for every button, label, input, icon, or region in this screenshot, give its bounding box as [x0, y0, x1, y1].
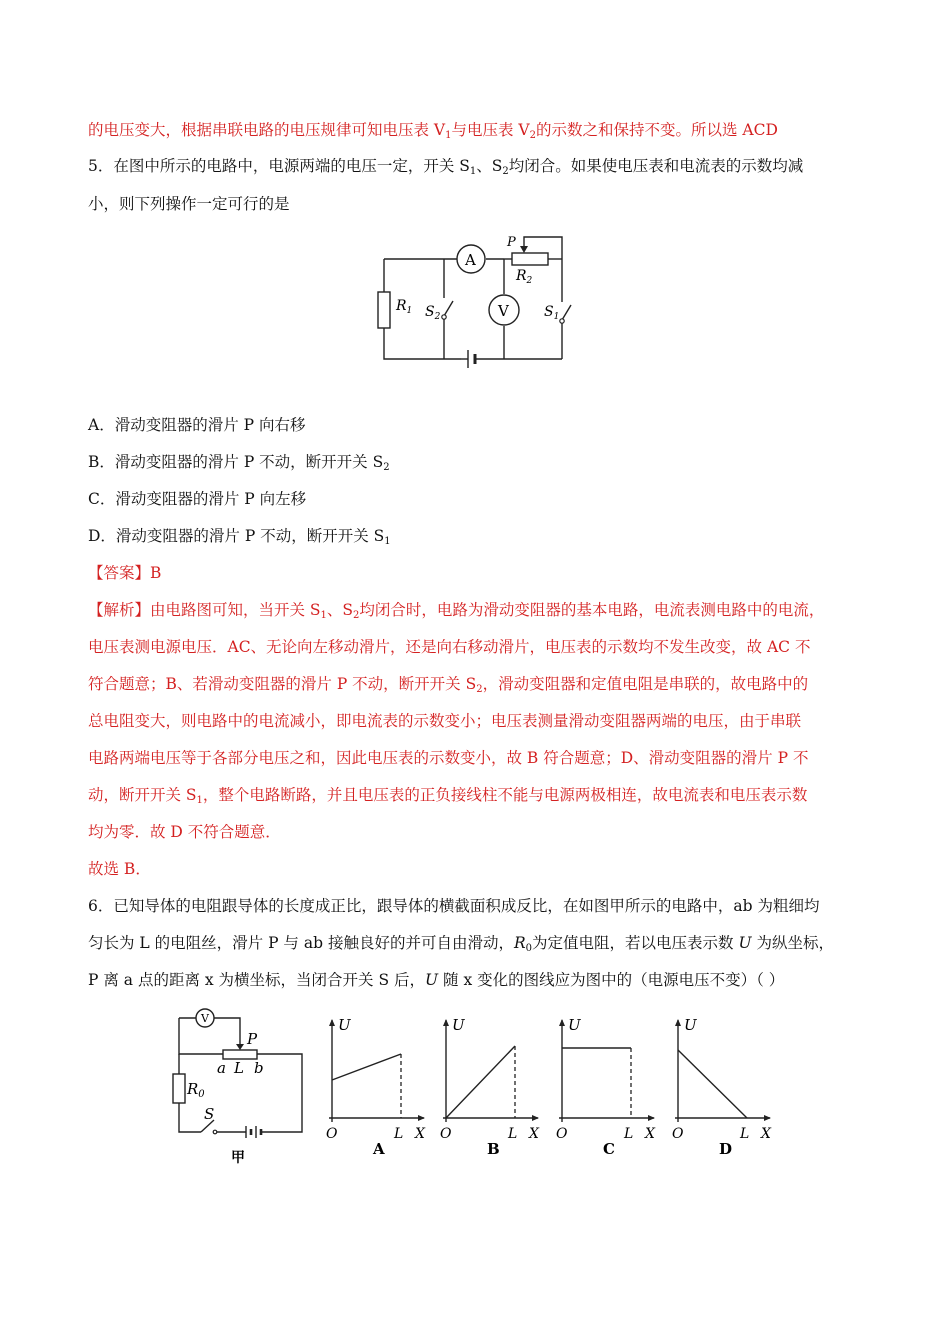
q6-figure	[168, 1006, 788, 1166]
axis-u-label: U	[338, 1016, 351, 1034]
q5-text: 、S	[476, 157, 503, 175]
y-arrow	[559, 1019, 565, 1026]
graph-option-label: B	[487, 1140, 500, 1158]
q5-stem-line2: 小，则下列操作一定可行的是	[88, 195, 290, 213]
axis-u-label: U	[568, 1016, 581, 1034]
sub: 0	[525, 943, 532, 954]
x-arrow	[532, 1115, 539, 1121]
axis-l-label: L	[508, 1126, 518, 1142]
analysis-text: 、S	[326, 601, 354, 619]
switch-contact	[213, 1130, 217, 1134]
graph-option-label: A	[373, 1140, 385, 1158]
prev-answer-text-b: 与电压表 V	[451, 121, 530, 139]
sub: 2	[529, 130, 536, 141]
axis-x-label: X	[529, 1126, 539, 1142]
q5-analysis-line1	[88, 600, 824, 626]
circuit-jia	[179, 1018, 302, 1138]
analysis-text: 均闭合时，电路为滑动变阻器的基本电路，电流表测电路中的电流，	[359, 601, 825, 619]
graph-line	[446, 1046, 515, 1118]
analysis-text: 【解析】由电路图可知，当开关 S	[88, 601, 321, 619]
option-text: B．滑动变阻器的滑片 P 不动，断开开关 S	[88, 453, 384, 471]
prev-answer-text-a: 的电压变大，根据串联电路的电压规律可知电压表 V	[88, 121, 446, 139]
sub: 1	[445, 130, 452, 141]
prev-answer-text-c: 的示数之和保持不变。所以选 ACD	[536, 121, 778, 139]
axis-x-label: X	[761, 1126, 771, 1142]
origin-label: O	[326, 1126, 338, 1142]
q5-option-c: C．滑动变阻器的滑片 P 向左移	[88, 490, 307, 508]
resistance-wire	[223, 1050, 257, 1059]
graph-d	[672, 1016, 772, 1158]
s1-contact	[560, 319, 564, 323]
q5-text: 5．在图中所示的电路中，电源两端的电压一定，开关 S	[88, 157, 470, 175]
q6-stem-line1: 6．已知导体的电阻跟导体的长度成正比，跟导体的横截面积成反比，在如图甲所示的电路中，ab 为粗细均	[88, 897, 820, 915]
s-label: S	[204, 1105, 215, 1123]
q5-analysis-line6	[88, 785, 807, 811]
r0-resistor	[173, 1074, 185, 1103]
q5-analysis-line5: 电路两端电压等于各部分电压之和，因此电压表的示数变小，故 B 符合题意；D、滑动变阻器的滑片 P 不	[88, 749, 809, 767]
graph-option-label: D	[719, 1140, 733, 1158]
q5-analysis-line3	[88, 674, 808, 700]
q5-conclusion: 故选 B．	[88, 860, 151, 878]
q6-stem-line2	[88, 933, 834, 959]
q6-text: U	[425, 971, 439, 989]
q5-option-b	[88, 452, 390, 478]
sub: 2	[353, 610, 360, 621]
q6-text: U	[738, 934, 752, 952]
x-arrow	[648, 1115, 655, 1121]
voltmeter-label: V	[201, 1012, 209, 1025]
sub: 2	[383, 462, 390, 473]
q6-text: 匀长为 L 的电阻丝，滑片 P 与 ab 接触良好的并可自由滑动，	[88, 934, 514, 952]
q5-text: 均闭合。如果使电压表和电流表的示数均减	[508, 157, 804, 175]
graph-option-label: C	[603, 1140, 615, 1158]
r2-rheostat	[512, 253, 548, 265]
graph-b	[440, 1016, 540, 1158]
r0-label: $R_0$	[187, 1080, 205, 1100]
graph-a	[326, 1016, 426, 1158]
x-arrow	[418, 1115, 425, 1121]
axis-x-label: X	[415, 1126, 425, 1142]
sub: 1	[384, 536, 391, 547]
axis-l-label: L	[740, 1126, 750, 1142]
slider-arrow	[520, 246, 528, 253]
q5-analysis-line4: 总电阻变大，则电路中的电流减小，即电流表的示数变小；电压表测量滑动变阻器两端的电压，由于串联	[88, 712, 802, 730]
q6-text: 为定值电阻，若以电压表示数	[532, 934, 739, 952]
a-label: a	[217, 1059, 226, 1077]
q6-text: P 离 a 点的距离 x 为横坐标，当闭合开关 S 后，	[88, 971, 426, 989]
q5-answer: 【答案】B	[88, 564, 162, 582]
y-arrow	[443, 1019, 449, 1026]
r1-label: $R_1$	[396, 298, 413, 316]
q6-text: 为纵坐标，	[751, 934, 834, 952]
origin-label: O	[672, 1126, 684, 1142]
q5-option-d	[88, 526, 391, 552]
option-text: D．滑动变阻器的滑片 P 不动，断开开关 S	[88, 527, 385, 545]
voltmeter-label: V	[498, 302, 509, 320]
analysis-text: ，滑动变阻器和定值电阻是串联的，故电路中的	[482, 675, 809, 693]
q6-text: R	[513, 934, 526, 952]
axis-x-label: X	[645, 1126, 655, 1142]
origin-label: O	[440, 1126, 452, 1142]
analysis-text: ，整个电路断路，并且电压表的正负接线柱不能与电源两极相连，故电流表和电压表示数	[202, 786, 808, 804]
s2-label: $S_2$	[425, 304, 441, 322]
q5-option-a: A．滑动变阻器的滑片 P 向右移	[88, 416, 306, 434]
q5-circuit-diagram	[372, 232, 578, 382]
axis-u-label: U	[452, 1016, 465, 1034]
sub: 2	[476, 684, 483, 695]
sub: 1	[469, 166, 477, 177]
analysis-text: 动，断开开关 S	[88, 786, 197, 804]
sub: 2	[502, 166, 509, 177]
analysis-text: 符合题意；B、若滑动变阻器的滑片 P 不动，断开开关 S	[88, 675, 477, 693]
q5-analysis-line2: 电压表测电源电压．AC、无论向左移动滑片，还是向右移动滑片，电压表的示数均不发生改变，故 AC 不	[88, 638, 811, 656]
graph-line	[678, 1050, 747, 1118]
q6-stem-line3	[88, 970, 784, 990]
graph-c	[556, 1016, 656, 1158]
q5-stem-line1	[88, 156, 803, 182]
origin-label: O	[556, 1126, 568, 1142]
q5-analysis-line7: 均为零．故 D 不符合题意．	[88, 823, 281, 841]
s2-contact	[442, 315, 446, 319]
axis-l-label: L	[394, 1126, 404, 1142]
y-arrow	[675, 1019, 681, 1026]
l-label: L	[234, 1059, 244, 1077]
s1-label: $S_1$	[544, 304, 560, 322]
r1-resistor	[378, 292, 390, 328]
axis-l-label: L	[624, 1126, 634, 1142]
sub: 1	[320, 610, 327, 621]
b-label: b	[254, 1059, 264, 1077]
y-arrow	[329, 1019, 335, 1026]
sub: 1	[196, 795, 203, 806]
jia-label: 甲	[231, 1150, 245, 1166]
axis-u-label: U	[684, 1016, 697, 1034]
slider-arrow	[236, 1044, 244, 1050]
prev-answer-line	[88, 120, 778, 146]
q6-text: 随 x 变化的图线应为图中的（电源电压不变）（ ）	[438, 971, 785, 989]
x-arrow	[764, 1115, 771, 1121]
r2-label: $R_2$	[516, 268, 533, 286]
slider-label: P	[507, 235, 516, 250]
p-label: P	[247, 1030, 258, 1048]
ammeter-label: A	[465, 251, 476, 269]
graph-line	[332, 1054, 401, 1080]
